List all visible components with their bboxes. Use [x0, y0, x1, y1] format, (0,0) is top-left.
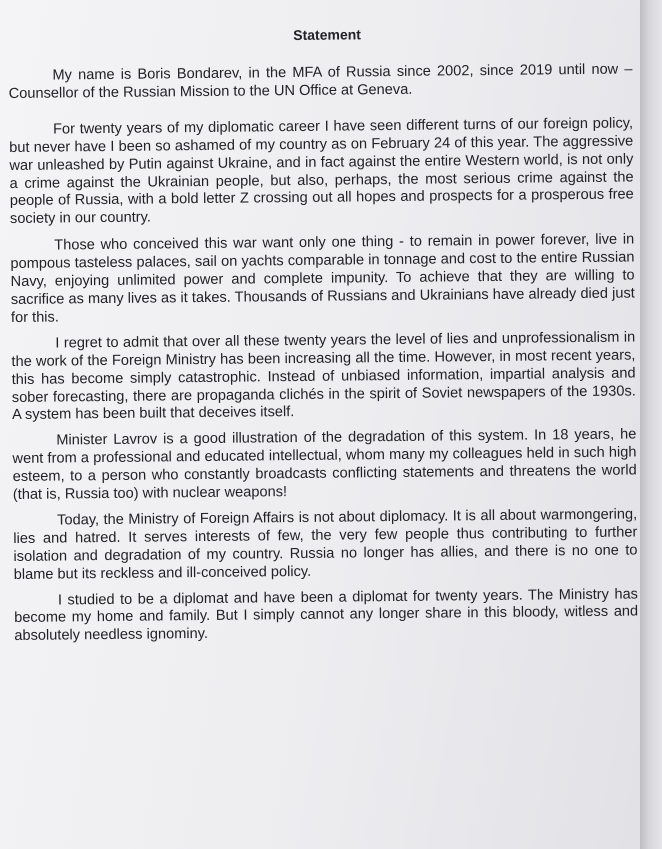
paragraph-lavrov: Minister Lavrov is a good illustration of the degradation of this system. In 18 years, he went from a professional and educated intellectual, whom many my colleagues held in such high esteem, to a person who constantly broadcasts conflicting statements and threatens the world (that is, Russia too) with nuclear weapons! — [12, 426, 637, 504]
document-title: Statement — [293, 26, 361, 44]
background-page-edge — [640, 0, 662, 849]
statement-document — [8, 23, 639, 654]
paragraph-ministry-lies: I regret to admit that over all these twenty years the level of lies and unprofessionalism in the work of the Foreign Ministry has been increasing all the time. However, in most recent years, this has become simply catastrophic. Instead of unbiased information, impartial analysis and sober forecasting, there are propaganda clichés in the spirit of Soviet newspapers of the 1930s. A system has been built that deceives itself. — [11, 329, 636, 424]
paragraph-conclusion: I studied to be a diplomat and have been a diplomat for twenty years. The Ministry has become my home and family. But I simply cannot any longer share in this bloody, witless and absolutely needless ignominy. — [14, 585, 639, 645]
paragraph-introduction: My name is Boris Bondarev, in the MFA of Russia since 2002, since 2019 until now – Counsellor of the Russian Mission to the UN Office at Geneva. — [8, 61, 633, 102]
paragraph-career: For twenty years of my diplomatic career I have seen different turns of our foreign policy, but never have I been so ashamed of my country as on February 24 of this year. The aggressive war unleashed by Putin against Ukraine, and in fact against the entire Western world, is not only a crime against the Ukrainian people, but also, perhaps, the most serious crime against the people of Russia, with a bold letter Z crossing out all hopes and prospects for a prosperous free society in our country. — [9, 115, 634, 228]
paragraph-diplomacy: Today, the Ministry of Foreign Affairs is not about diplomacy. It is all about warmongering, lies and hatred. It serves interests of few, the very few people thus contributing to further isolation and degradation of my country. Russia no longer has allies, and there is no one to blame but its reckless and ill-conceived policy. — [13, 506, 638, 583]
paragraph-war-motives: Those who conceived this war want only one thing - to remain in power forever, live in pompous tasteless palaces, sail on yachts comparable in tonnage and cost to the entire Russian Navy, enjoying unlimited power and complete impunity. To achieve that they are willing to sacrifice as many lives as it takes. Thousands of Russians and Ukrainians have already died just for this. — [10, 231, 635, 326]
